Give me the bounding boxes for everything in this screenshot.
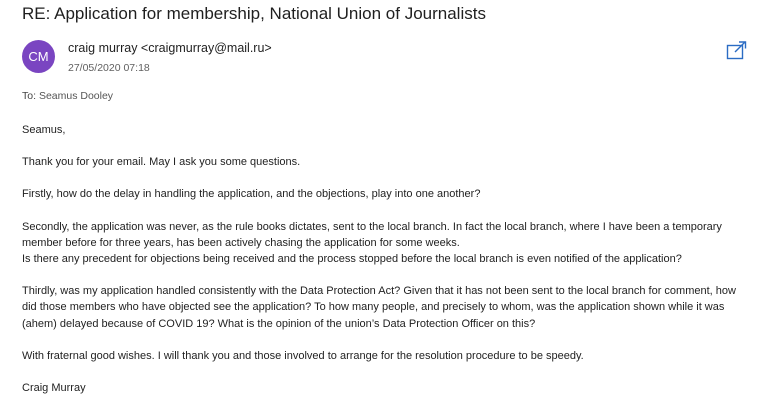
body-paragraph-5: With fraternal good wishes. I will thank you and those involved to arrange for the resolution procedure to be speedy. bbox=[22, 349, 584, 362]
body-paragraph-4-line-3: (ahem) delayed because of COVID 19? What is the opinion of the union’s Data Protection Officer on this? bbox=[22, 317, 536, 330]
body-paragraph-3-line-2: member before for three years, has been actively chasing the application for some weeks. bbox=[22, 236, 460, 249]
email-subject: RE: Application for membership, National Union of Journalists bbox=[22, 4, 486, 23]
sent-date: 27/05/2020 07:18 bbox=[68, 62, 150, 74]
greeting: Seamus, bbox=[22, 124, 66, 136]
sender-name[interactable]: craig murray <craigmurray@mail.ru> bbox=[68, 41, 272, 55]
body-paragraph-3-line-1: Secondly, the application was never, as the rule books dictates, sent to the local branch. In fact the local branch, where I have been a temporary bbox=[22, 220, 722, 233]
to-label: To: bbox=[22, 90, 37, 102]
body-paragraph-2: Firstly, how do the delay in handling the application, and the objections, play into one another? bbox=[22, 188, 481, 201]
email-body bbox=[22, 122, 752, 412]
avatar: CM bbox=[22, 40, 55, 73]
to-recipient[interactable]: Seamus Dooley bbox=[38, 90, 114, 102]
body-paragraph-3 bbox=[22, 219, 752, 268]
to-line bbox=[22, 90, 113, 102]
open-in-new-window-icon[interactable] bbox=[726, 40, 748, 60]
body-paragraph-4 bbox=[22, 283, 752, 332]
body-paragraph-4-line-2: did those members who have objected see the application? To how many people, and precisely to whom, was the application shown while it was bbox=[22, 301, 725, 314]
body-paragraph-4-line-1: Thirdly, was my application handled consistently with the Data Protection Act? Given that it has not been sent to the local branch for comment, how bbox=[22, 285, 736, 298]
body-paragraph-1: Thank you for your email. May I ask you some questions. bbox=[22, 156, 301, 169]
signature: Craig Murray bbox=[22, 382, 86, 395]
body-paragraph-3-line-3: Is there any precedent for objections being received and the process stopped before the local branch is even notified of the application? bbox=[22, 253, 682, 266]
